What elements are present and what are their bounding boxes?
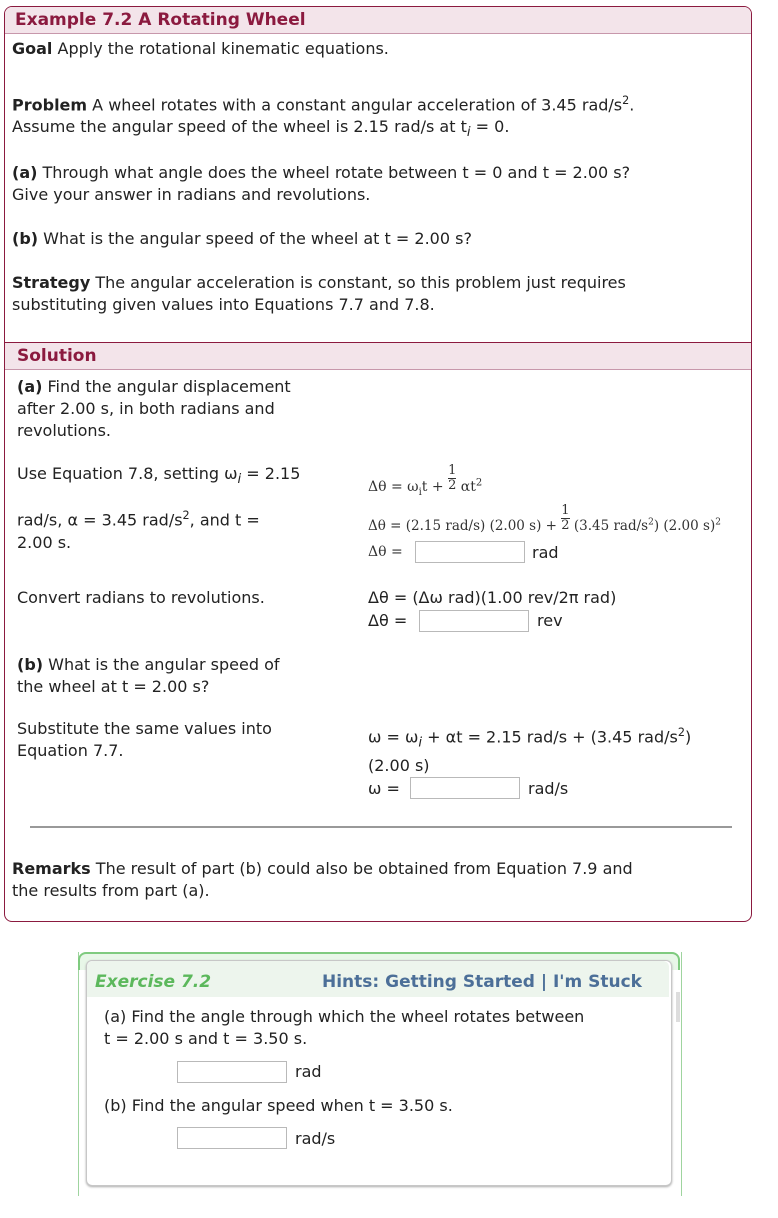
delta-theta-rad-input[interactable] (415, 541, 525, 563)
exercise-b-text: (b) Find the angular speed when t = 3.50 s. (104, 1096, 453, 1115)
omega-eq1-mid: + αt = 2.15 rad/s + (3.45 rad/s (422, 727, 678, 747)
solution-a-line1: Find the angular displacement (42, 377, 291, 396)
omega-eq2: (2.00 s) (368, 756, 430, 775)
strategy-paragraph (12, 272, 626, 316)
use-line1: Use Equation 7.8, setting ω (17, 464, 238, 483)
solution-b-text (17, 654, 280, 698)
goal-text: Apply the rotational kinematic equations. (52, 39, 389, 58)
exercise-hints-link[interactable]: Hints: Getting Started | I'm Stuck (322, 972, 642, 992)
conv-equation: Δθ = (Δω rad)(1.00 rev/2π rad) (368, 588, 617, 607)
goal-paragraph (12, 38, 389, 60)
omega-eq1: ω = ω (368, 727, 419, 747)
exercise-b-input[interactable] (177, 1127, 287, 1149)
exercise-b-unit: rad/s (295, 1129, 336, 1148)
solution-b-line2: the wheel at t = 2.00 s? (17, 677, 210, 696)
exercise-a-unit: rad (295, 1062, 322, 1081)
part-a-paragraph (12, 162, 630, 206)
omega-eq1-end: ) (684, 727, 692, 747)
conv-eq2-label: Δθ = (368, 611, 408, 630)
sub-line2: Equation 7.7. (17, 741, 124, 760)
solution-b-line1: What is the angular speed of (43, 655, 280, 674)
problem-line1: A wheel rotates with a constant angular acceleration of 3.45 rad/s (87, 95, 623, 115)
conv-eq2-unit: rev (537, 611, 563, 630)
eq3-label: Δθ = (368, 544, 403, 560)
problem-sub: i (466, 125, 471, 141)
use-line2: rad/s, α = 3.45 rad/s (17, 510, 183, 530)
eq1-sub: i (418, 486, 422, 498)
remarks-line2: the results from part (a). (12, 881, 210, 900)
eq1-num: 1 (448, 463, 457, 478)
strategy-line1: The angular acceleration is constant, so this problem just requires (90, 273, 626, 292)
omega-eq1-sup: 2 (677, 726, 685, 739)
part-a-label: (a) (12, 163, 38, 182)
solution-title: Solution (17, 346, 97, 366)
solution-a-text (17, 376, 291, 442)
problem-paragraph (12, 90, 634, 145)
eq1-end: αt (460, 478, 476, 495)
use-line2-end: , and t = (189, 510, 260, 530)
part-b-paragraph (12, 228, 472, 250)
exercise-a-input[interactable] (177, 1061, 287, 1083)
remarks-label: Remarks (12, 859, 91, 878)
omega-eq3-unit: rad/s (528, 779, 569, 798)
eq2-mid2: ) (2.00 s) (653, 518, 716, 534)
eq2-sup1: 2 (648, 517, 654, 528)
exercise-a-text (104, 1006, 584, 1050)
omega-equation (368, 726, 691, 751)
eq2-start: Δθ = (2.15 rad/s) (2.00 s) + (368, 518, 562, 534)
substitute-text (17, 718, 272, 762)
remarks-line1: The result of part (b) could also be obtained from Equation 7.9 and (90, 859, 633, 878)
omega-eq3-label: ω = (368, 779, 400, 798)
problem-line1-end: . (629, 95, 635, 115)
eq1-a: Δθ = ω (368, 478, 419, 495)
problem-label: Problem (12, 95, 88, 115)
problem-line2-end: = 0. (470, 117, 510, 137)
use-line2-sup: 2 (182, 509, 190, 523)
divider (30, 826, 732, 828)
eq2-num: 1 (561, 503, 570, 518)
convert-text: Convert radians to revolutions. (17, 588, 265, 607)
use-line3: 2.00 s. (17, 532, 72, 552)
goal-label: Goal (12, 39, 53, 58)
eq3-unit: rad (532, 543, 559, 562)
eq2-den: 2 (561, 518, 570, 533)
eq2-sup2: 2 (715, 517, 721, 528)
scrollbar[interactable] (676, 992, 680, 1022)
part-a-line1: Through what angle does the wheel rotate between t = 0 and t = 2.00 s? (37, 163, 631, 182)
omega-eq1-sub: i (418, 735, 423, 751)
sub-line1: Substitute the same values into (17, 719, 272, 738)
solution-a-line3: revolutions. (17, 421, 111, 440)
eq2-mid: (3.45 rad/s (573, 518, 649, 534)
exercise-a-line2: t = 2.00 s and t = 3.50 s. (104, 1029, 308, 1048)
eq1-den: 2 (448, 478, 457, 493)
eq1-mid: t + (421, 478, 449, 495)
equation-2 (368, 500, 721, 534)
omega-input[interactable] (410, 777, 520, 799)
use-line1-sub: i (237, 472, 242, 488)
exercise-title: Exercise 7.2 (95, 972, 212, 992)
part-b-label: (b) (12, 229, 39, 248)
part-b-text: What is the angular speed of the wheel at t = 2.00 s? (38, 229, 472, 248)
example-title: Example 7.2 A Rotating Wheel (15, 10, 306, 30)
part-a-line2: Give your answer in radians and revolutions. (12, 185, 371, 204)
remarks-paragraph (12, 858, 633, 902)
eq1-sup: 2 (475, 476, 483, 488)
problem-line2: Assume the angular speed of the wheel is 2.15 rad/s at t (12, 117, 467, 137)
exercise-a-line1: (a) Find the angle through which the wheel rotates between (104, 1007, 585, 1026)
solution-a-label: (a) (17, 377, 43, 396)
solution-a-line2: after 2.00 s, in both radians and (17, 399, 275, 418)
delta-theta-rev-input[interactable] (419, 610, 529, 632)
strategy-line2: substituting given values into Equations 7.7 and 7.8. (12, 295, 435, 314)
equation-1 (368, 460, 483, 498)
solution-b-label: (b) (17, 655, 44, 674)
use-equation-text (17, 462, 300, 555)
use-line1-end: = 2.15 (241, 464, 301, 483)
strategy-label: Strategy (12, 273, 91, 292)
solution-header (5, 342, 751, 370)
problem-sup: 2 (622, 94, 630, 107)
